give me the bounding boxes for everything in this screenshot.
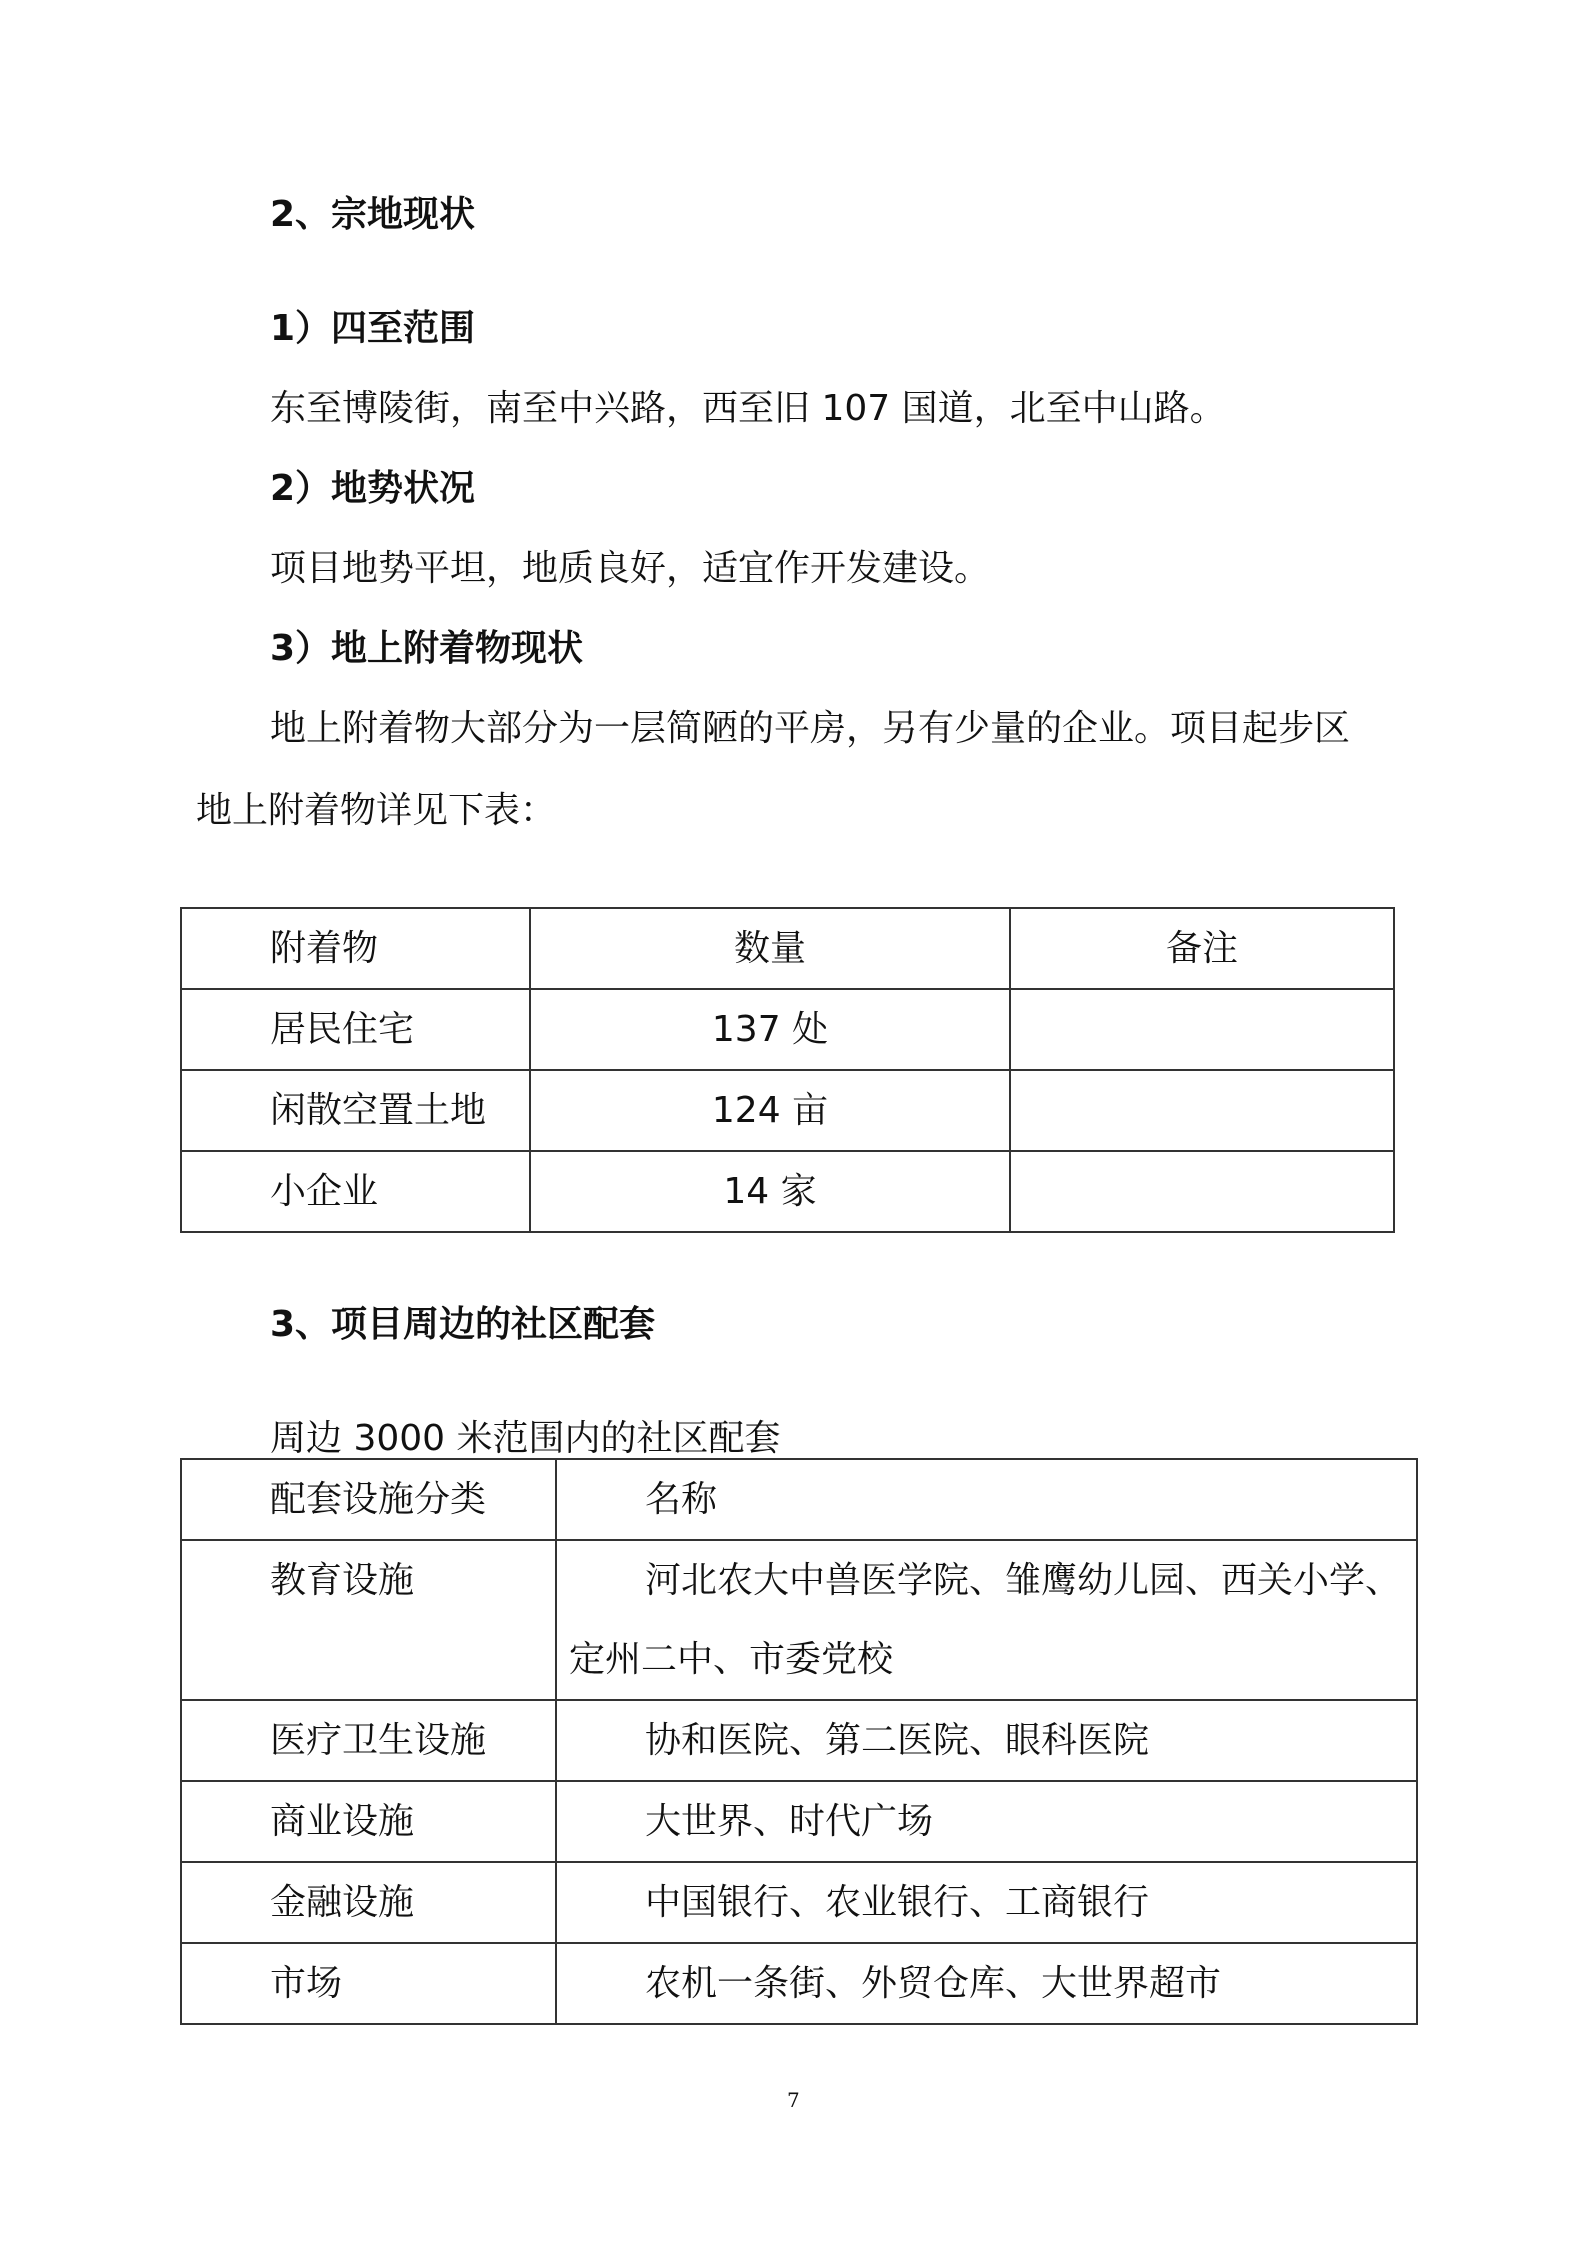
header-remarks: 备注 — [1010, 908, 1394, 989]
header-attachment: 附着物 — [181, 908, 530, 989]
subsection-3-title: 3）地上附着物现状 — [270, 628, 584, 669]
cell-names — [556, 1540, 1417, 1700]
names-line-2: 定州二中、市委党校 — [569, 1639, 894, 1680]
cell-category: 市场 — [181, 1943, 556, 2024]
table-header-row — [181, 1459, 1417, 1540]
table-header-row — [181, 908, 1394, 989]
header-names: 名称 — [556, 1459, 1417, 1540]
section-2-title: 2、宗地现状 — [270, 194, 476, 235]
cell-quantity: 124 亩 — [530, 1070, 1010, 1151]
cell-category: 金融设施 — [181, 1862, 556, 1943]
boundary-text: 东至博陵街，南至中兴路，西至旧 107 国道，北至中山路。 — [270, 388, 1226, 429]
header-quantity: 数量 — [530, 908, 1010, 989]
attachments-table — [180, 907, 1395, 1233]
subsection-1-title: 1）四至范围 — [270, 308, 476, 349]
table-row — [181, 1540, 1417, 1700]
table-row — [181, 1781, 1417, 1862]
cell-remarks — [1010, 989, 1394, 1070]
cell-attachment: 闲散空置土地 — [181, 1070, 530, 1151]
attachments-text-line1: 地上附着物大部分为一层简陋的平房，另有少量的企业。项目起步区 — [270, 708, 1351, 749]
cell-names: 农机一条街、外贸仓库、大世界超市 — [556, 1943, 1417, 2024]
terrain-text: 项目地势平坦，地质良好，适宜作开发建设。 — [270, 548, 991, 589]
section-3-title: 3、项目周边的社区配套 — [270, 1304, 656, 1345]
table-row — [181, 1943, 1417, 2024]
table-row — [181, 1070, 1394, 1151]
cell-attachment: 居民住宅 — [181, 989, 530, 1070]
subsection-2-title: 2）地势状况 — [270, 468, 476, 509]
cell-attachment: 小企业 — [181, 1151, 530, 1232]
cell-remarks — [1010, 1070, 1394, 1151]
cell-category: 医疗卫生设施 — [181, 1700, 556, 1781]
cell-quantity: 137 处 — [530, 989, 1010, 1070]
cell-names: 大世界、时代广场 — [556, 1781, 1417, 1862]
cell-quantity: 14 家 — [530, 1151, 1010, 1232]
attachments-text-line2: 地上附着物详见下表： — [196, 790, 557, 831]
table-row — [181, 989, 1394, 1070]
cell-remarks — [1010, 1151, 1394, 1232]
table-row — [181, 1862, 1417, 1943]
names-line-1: 河北农大中兽医学院、雏鹰幼儿园、西关小学、 — [645, 1560, 1402, 1601]
header-category: 配套设施分类 — [181, 1459, 556, 1540]
cell-names: 协和医院、第二医院、眼科医院 — [556, 1700, 1417, 1781]
cell-category: 商业设施 — [181, 1781, 556, 1862]
cell-names: 中国银行、农业银行、工商银行 — [556, 1862, 1417, 1943]
facilities-caption: 周边 3000 米范围内的社区配套 — [270, 1418, 781, 1459]
table-row — [181, 1151, 1394, 1232]
page-number: 7 — [787, 2088, 800, 2112]
facilities-table — [180, 1458, 1418, 2025]
cell-category: 教育设施 — [181, 1540, 556, 1700]
table-row — [181, 1700, 1417, 1781]
